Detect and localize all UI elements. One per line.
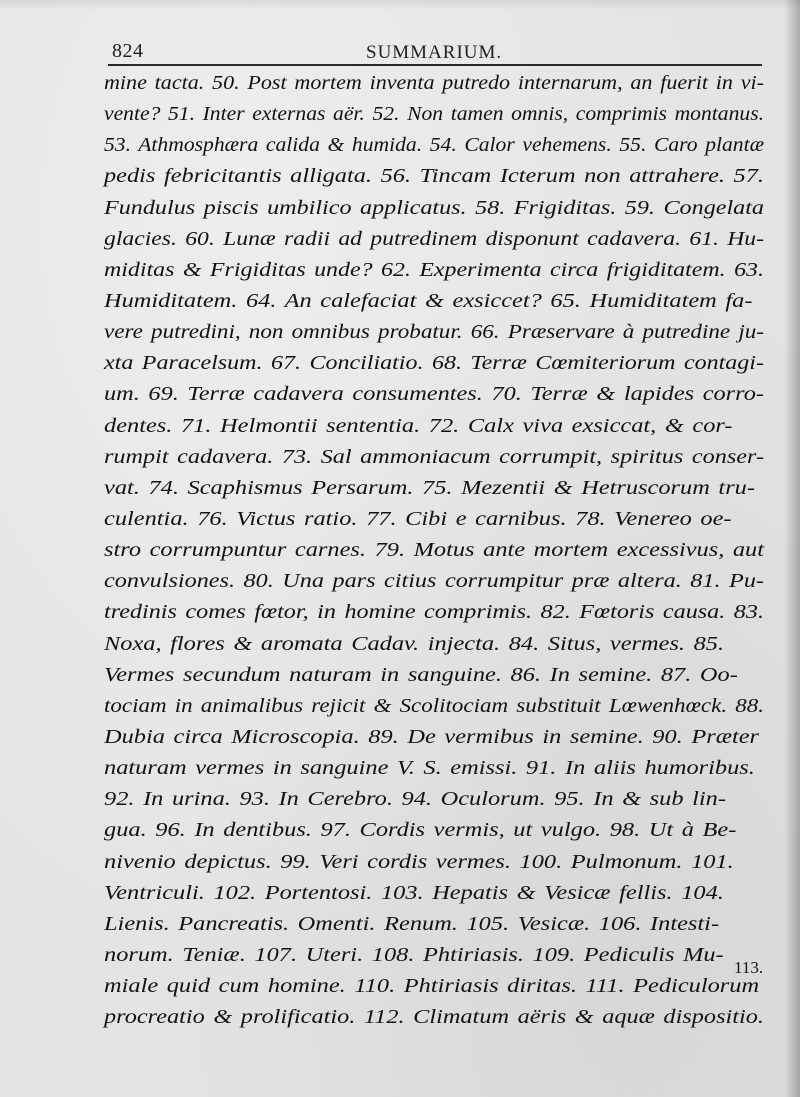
text-line <box>104 1002 768 1033</box>
page-gutter-shadow <box>784 0 800 1097</box>
text-line-content: dentes. 71. Helmontii sententia. 72. Calx viva exsiccat, & cor- <box>104 415 733 437</box>
text-line <box>104 504 768 535</box>
text-line <box>104 193 768 224</box>
page-top-shadow <box>0 0 800 10</box>
text-line <box>104 255 768 286</box>
text-line-content: Vermes secundum naturam in sanguine. 86. In semine. 87. Oo- <box>104 664 738 686</box>
text-line-content: stro corrumpuntur carnes. 79. Motus ante mortem excessivus, aut <box>104 540 765 562</box>
text-line <box>104 691 768 722</box>
text-line-content: glacies. 60. Lunæ radii ad putredinem disponunt cadavera. 61. Hu- <box>104 228 764 250</box>
text-line <box>104 566 768 597</box>
text-line <box>104 629 768 660</box>
text-line <box>104 878 768 909</box>
text-line-content: um. 69. Terræ cadavera consumentes. 70. Terræ & lapides corro- <box>104 384 764 406</box>
text-line-content: Noxa, flores & aromata Cadav. injecta. 84. Situs, vermes. 85. <box>104 633 725 655</box>
text-line-content: naturam vermes in sanguine V. S. emissi. 91. In aliis humoribus. <box>104 758 755 780</box>
text-line <box>104 722 768 753</box>
text-line-content: mine tacta. 50. Post mortem inventa putredo internarum, an fuerit in vi- <box>104 73 765 94</box>
text-line-content: miale quid cum homine. 110. Phtiriasis diritas. 111. Pediculorum <box>104 976 760 998</box>
text-line-content: Humiditatem. 64. An calefaciat & exsiccet? 65. Humiditatem fa- <box>104 290 753 312</box>
text-line-content: culentia. 76. Victus ratio. 77. Cibi e carnibus. 78. Venereo oe- <box>104 508 732 530</box>
text-line-content: pedis febricitantis alligata. 56. Tincam Icterum non attrahere. 57. <box>104 166 764 188</box>
text-line-content: rumpit cadavera. 73. Sal ammoniacum corrumpit, spiritus conser- <box>104 446 765 468</box>
page-header <box>112 34 762 64</box>
text-line <box>104 442 768 473</box>
running-head: SUMMARIUM. <box>366 42 503 63</box>
text-line <box>104 161 768 192</box>
text-line-content: nivenio depictus. 99. Veri cordis vermes. 100. Pulmonum. 101. <box>104 851 734 873</box>
text-line <box>104 909 768 940</box>
text-line <box>104 753 768 784</box>
text-line <box>104 971 768 1002</box>
text-line-content: Ventriculi. 102. Portentosi. 103. Hepatis & Vesicæ fellis. 104. <box>104 882 724 904</box>
text-line-content: miditas & Frigiditas unde? 62. Experimenta circa frigiditatem. 63. <box>104 259 765 281</box>
text-line-content: vat. 74. Scaphismus Persarum. 75. Mezentii & Hetruscorum tru- <box>104 477 755 499</box>
text-line <box>104 940 768 971</box>
text-line-content: xta Paracelsum. 67. Conciliatio. 68. Terræ Cœmiteriorum contagi- <box>104 353 764 375</box>
text-line <box>104 535 768 566</box>
text-line <box>104 784 768 815</box>
text-line <box>104 815 768 846</box>
text-line-content: convulsiones. 80. Una pars citius corrumpitur præ altera. 81. Pu- <box>104 571 764 593</box>
page-number: 824 <box>112 40 144 62</box>
text-line <box>104 99 768 130</box>
text-line-content: 53. Athmosphæra calida & humida. 54. Calor vehemens. 55. Caro plantæ <box>104 135 765 157</box>
text-line-content: tociam in animalibus rejicit & Scolitociam substituit Lœwenhœck. 88. <box>104 695 765 717</box>
text-line-content: norum. Teniæ. 107. Uteri. 108. Phtiriasis. 109. Pediculis Mu- <box>104 944 724 966</box>
text-line-content: vente? 51. Inter externas aër. 52. Non tamen omnis, comprimis montanus. <box>104 104 765 126</box>
text-line <box>104 411 768 442</box>
text-line <box>104 597 768 628</box>
text-line <box>104 847 768 878</box>
text-line <box>104 224 768 255</box>
text-line-content: Dubia circa Microscopia. 89. De vermibus in semine. 90. Præter <box>104 726 760 748</box>
catchword: 113. <box>734 958 764 977</box>
text-line-content: tredinis comes fœtor, in homine comprimis. 82. Fœtoris causa. 83. <box>104 602 765 624</box>
text-line-content: 92. In urina. 93. In Cerebro. 94. Oculorum. 95. In & sub lin- <box>104 789 726 811</box>
text-line <box>104 68 768 99</box>
text-line <box>104 473 768 504</box>
text-line-content: gua. 96. In dentibus. 97. Cordis vermis, ut vulgo. 98. Ut à Be- <box>104 820 737 842</box>
summary-text <box>104 68 768 1033</box>
text-line <box>104 660 768 691</box>
text-line-content: procreatio & prolificatio. 112. Climatum aëris & aquæ dispositio. <box>104 1007 765 1029</box>
text-line-content: Fundulus piscis umbilico applicatus. 58. Frigiditas. 59. Congelata <box>104 197 765 219</box>
text-line-content: Lienis. Pancreatis. Omenti. Renum. 105. Vesicæ. 106. Intesti- <box>104 913 720 935</box>
header-rule <box>108 64 762 66</box>
text-line <box>104 348 768 379</box>
text-line <box>104 130 768 161</box>
text-line <box>104 317 768 348</box>
text-line <box>104 379 768 410</box>
text-line <box>104 286 768 317</box>
text-line-content: vere putredini, non omnibus probatur. 66. Præservare à putredine ju- <box>104 322 764 344</box>
